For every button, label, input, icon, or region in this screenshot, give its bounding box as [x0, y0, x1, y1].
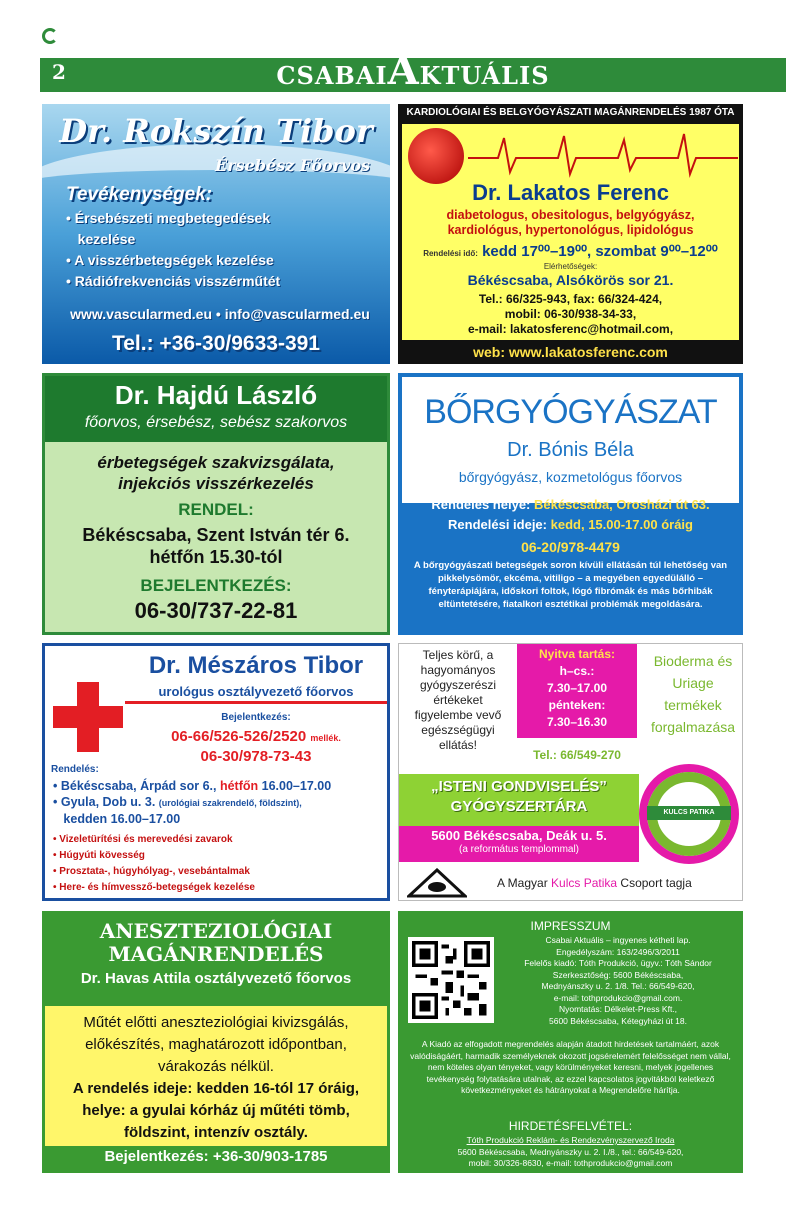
list-item: • A visszérbetegségek kezelése	[66, 252, 274, 268]
impresszum	[398, 911, 743, 1173]
ad-header	[402, 377, 739, 503]
phone: Tel.: +36-30/9633-391	[111, 332, 320, 355]
activities-list	[66, 208, 280, 292]
disclaimer: A Kiadó az elfogadott megrendelés alapján átadott hirdetések tartalmáért, azok valódiságáért, harmadik személyeknek okozott jogsérelemért felelősséget nem vállal, nem köteles olyan tényeket, vagy körülményeket keresni, melyek jogellenes tevékenység folytatására utalnak, az ezzel kapcsolatos jogvitákból keletkező következményeket és hátrányokat a Megrendelőre hárítja.	[410, 1039, 731, 1095]
place: Rendelés helye: Békéscsaba, Orosházi út 63.	[431, 497, 710, 512]
phone: Bejelentkezés: +36-30/903-1785	[104, 1148, 328, 1165]
contact-label: Elérhetőségek:	[543, 262, 598, 271]
web-link[interactable]: web: www.lakatosferenc.com	[473, 344, 668, 360]
address: Békéscsaba, Szent István tér 6. hétfőn 15.30-tól	[82, 525, 350, 567]
ad-contact-title: HIRDETÉSFELVÉTEL:	[508, 1119, 633, 1133]
phone: Tel.: 66/549-270	[533, 748, 621, 762]
ad-title: ANESZTEZIOLÓGIAI MAGÁNRENDELÉS	[99, 919, 333, 966]
description: Műtét előtti aneszteziológiai kivizsgálás, előkészítés, maghatározott időpontban, várakozás nélkül.	[83, 1014, 349, 1075]
address: 5600 Békéscsaba, Deák u. 5.	[431, 828, 607, 843]
ad-contact-details: Tóth Produkció Reklám- és Rendezvényszervező Iroda 5600 Békéscsaba, Mednyánszky u. 2. I./8., tel.: 66/549-620, mobil: 30/326-8630, e-mail: tothprodukcio@gmail.com	[457, 1135, 684, 1168]
time: Rendelési ideje: kedd, 15.00-17.00 óráig	[448, 517, 693, 532]
ad-havas	[42, 911, 390, 1173]
rendel-label: RENDEL:	[178, 500, 254, 519]
phone: 06-30/978-73-43	[200, 748, 312, 765]
ad-bonis	[398, 373, 743, 635]
ad-rokszin	[42, 104, 390, 364]
opening-hours: Nyitva tartás: h–cs.: 7.30–17.00 pénteken: 7.30–16.30	[517, 644, 637, 738]
left-text: Teljes körű, a hagyományos gyógyszerészi értékeket figyelembe vevő egészségügyi ellátás!	[414, 648, 502, 752]
ad-name: Dr. Lakatos Ferenc	[472, 180, 669, 205]
ad-subtitle: Dr. Havas Attila osztályvezető főorvos	[80, 970, 352, 987]
ad-top-line: KARDIOLÓGIAI ÉS BELGYÓGYÁSZATI MAGÁNRENDELÉS 1987 ÓTA	[406, 107, 735, 118]
list-item: • Prosztata-, húgyhólyag-, vesebántalmak	[53, 866, 250, 877]
list-item: • Rádiófrekvenciás visszérműtét	[66, 273, 281, 289]
qr-code-icon[interactable]	[408, 937, 494, 1023]
ad-meszaros	[42, 643, 390, 901]
list-item: kezelése	[66, 231, 136, 247]
impresszum-details: Csabai Aktuális – ingyenes kétheti lap. Engedélyszám: 163/2496/3/2011 Felelős kiadó: Tóth Produkció, ügyv.: Tóth Sándor Szerkesztőség: 5600 Békéscsaba, Mednyánszky u. 2. 1/8. Tel.: 66/549-620, e-mail: tothprodukcio@gmail.com. Nyomtatás: Délkelet-Press Kft., 5600 Békéscsaba, Kétegyházi út 18.	[524, 935, 712, 1026]
impresszum-title: IMPRESSZUM	[530, 919, 611, 933]
heart-icon	[408, 128, 464, 184]
list-item: • Vizeletürítési és merevedési zavarok	[53, 834, 233, 845]
page-number: 2	[52, 60, 66, 84]
schedule: A rendelés ideje: kedden 16-tól 17 óráig, helye: a gyulai kórház új műtéti tömb, földszint, intenzív osztály.	[72, 1080, 360, 1141]
ad-name: Dr. Mészáros Tibor	[148, 652, 364, 679]
right-text: Bioderma és Uriage termékek forgalmazása	[650, 653, 736, 735]
ad-patika	[398, 643, 743, 901]
ad-hajdu	[42, 373, 390, 635]
kulcs-patika-logo: KULCS PATIKA	[639, 764, 739, 864]
address: Békéscsaba, Alsókörös sor 21.	[467, 272, 674, 288]
ad-subtitle: főorvos, érsebész, sebész szakorvos	[84, 414, 348, 431]
red-cross-icon	[53, 682, 123, 752]
ad-name: Dr. Rokszín Tibor	[59, 112, 373, 150]
list-item: • Érsebészeti megbetegedések	[66, 210, 271, 226]
ad-title: BŐRGYÓGYÁSZAT	[424, 393, 717, 431]
phone: 06-20/978-4479	[521, 539, 620, 555]
list-item: • Here- és hímvessző-betegségek kezelése	[53, 882, 255, 893]
phone: 06-30/737-22-81	[134, 598, 298, 623]
ad-name: Dr. Bónis Béla	[507, 439, 634, 461]
ad-lakatos	[398, 104, 743, 364]
hours: Rendelési idő: kedd 17⁰⁰–19⁰⁰, szombat 9⁰⁰–12⁰⁰	[423, 243, 718, 260]
ad-name: Dr. Hajdú László	[114, 380, 318, 410]
activities-title: Tevékenységek:	[66, 184, 213, 205]
description: érbetegségek szakvizsgálata, injekciós visszérkezelés	[97, 453, 335, 493]
booking-label: BEJELENTKEZÉS:	[140, 576, 292, 595]
logo-swirl-icon	[42, 28, 58, 44]
contacts: Tel.: 66/325-943, fax: 66/324-424, mobil: 06-30/938-34-33, e-mail: lakatosferenc@hotmail.com,	[467, 292, 674, 336]
phone: 06-66/526-526/2520 mellék.	[171, 728, 341, 745]
pharmacy-name: „ISTENI GONDVISELÉS”	[431, 778, 607, 795]
address-note: (a református templommal)	[458, 844, 580, 855]
page-title: CSABAIAKTUÁLIS	[276, 47, 550, 94]
eye-triangle-icon	[407, 868, 467, 898]
ad-subtitle: bőrgyógyász, kozmetológus főorvos	[458, 469, 683, 485]
ecg-line-icon	[468, 128, 738, 178]
list-item: • Húgyúti kövesség	[53, 850, 145, 861]
schedule: • Békéscsaba, Árpád sor 6., hétfőn 16.00–17.00 • Gyula, Dob u. 3. (urológiai szakrendelő, földszint), kedden 16.00–17.00	[53, 779, 332, 826]
rendeles-label: Rendelés:	[51, 764, 99, 775]
booking-label: Bejelentkezés:	[221, 712, 291, 723]
services-list	[53, 832, 255, 896]
specialties: diabetologus, obesitologus, belgyógyász, kardiológus, hypertonológus, lipidológus	[446, 208, 695, 237]
web-link[interactable]: www.vascularmed.eu • info@vascularmed.eu	[70, 306, 370, 322]
group-membership: A Magyar Kulcs Patika Csoport tagja	[497, 876, 692, 890]
ad-body	[402, 124, 739, 340]
pharmacy-name: GYÓGYSZERTÁRA	[450, 798, 588, 815]
ad-subtitle: Érsebész Főorvos	[215, 156, 370, 175]
description: A bőrgyógyászati betegségek soron kívüli ellátásán túl lehetőség van pikkelysömör, ekcéma, vitiligo – a megyében egyedülálló – fényterápiájára, időskori foltok, lógó fibrómák és más bőrhibák eltüntetésére, fiatalkori esztétikai problémák megoldására.	[413, 560, 728, 610]
ad-subtitle: urológus osztályvezető főorvos	[125, 684, 387, 704]
